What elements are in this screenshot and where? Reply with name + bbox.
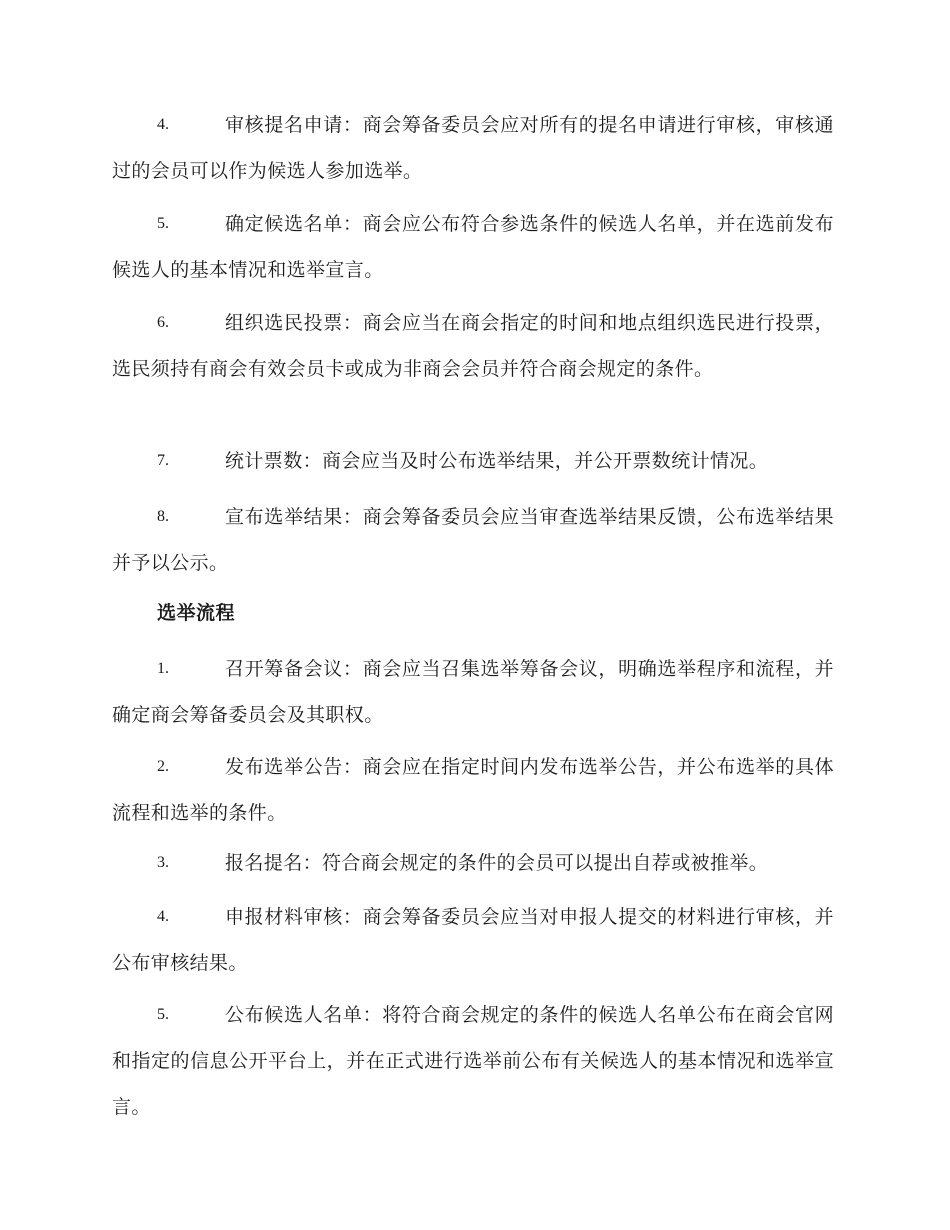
section-heading: 选举流程 <box>157 602 236 624</box>
item-text: 发布选举公告：商会应在指定时间内发布选举公告，并公布选举的具体流程和选举的条件。 <box>112 756 834 824</box>
item-text: 报名提名：符合商会规定的条件的会员可以提出自荐或被推举。 <box>225 852 769 874</box>
item-text: 审核提名申请：商会筹备委员会应对所有的提名申请进行审核，审核通过的会员可以作为候选人参加选举。 <box>112 114 834 182</box>
list-item <box>112 992 834 1130</box>
list-item <box>112 744 834 836</box>
list-item <box>112 894 834 986</box>
item-text: 申报材料审核：商会筹备委员会应当对申报人提交的材料进行审核，并公布审核结果。 <box>112 906 834 974</box>
item-text: 确定候选名单：商会应公布符合参选条件的候选人名单，并在选前发布候选人的基本情况和选举宣言。 <box>112 213 834 281</box>
item-number: 8. <box>157 508 169 525</box>
item-number: 1. <box>157 660 169 677</box>
item-number: 7. <box>157 452 169 469</box>
item-text: 组织选民投票：商会应当在商会指定的时间和地点组织选民进行投票，选民须持有商会有效会员卡或成为非商会会员并符合商会规定的条件。 <box>112 312 834 380</box>
list-item <box>112 494 834 586</box>
list-item <box>112 438 834 484</box>
item-number: 6. <box>157 314 169 331</box>
item-text: 公布候选人名单：将符合商会规定的条件的候选人名单公布在商会官网和指定的信息公开平台上，并在正式进行选举前公布有关候选人的基本情况和选举宣言。 <box>112 1004 834 1118</box>
list-item <box>112 102 834 194</box>
item-number: 5. <box>157 1006 169 1023</box>
item-text: 召开筹备会议：商会应当召集选举筹备会议，明确选举程序和流程，并确定商会筹备委员会及其职权。 <box>112 658 834 726</box>
list-item <box>112 201 834 293</box>
item-number: 5. <box>157 215 169 232</box>
item-text: 宣布选举结果：商会筹备委员会应当审查选举结果反馈，公布选举结果并予以公示。 <box>112 506 834 574</box>
item-text: 统计票数：商会应当及时公布选举结果，并公开票数统计情况。 <box>225 450 769 472</box>
item-number: 3. <box>157 854 169 871</box>
list-item <box>112 840 834 886</box>
item-number: 4. <box>157 908 169 925</box>
list-item <box>112 646 834 738</box>
list-item <box>112 300 834 392</box>
item-number: 4. <box>157 116 169 133</box>
item-number: 2. <box>157 758 169 775</box>
